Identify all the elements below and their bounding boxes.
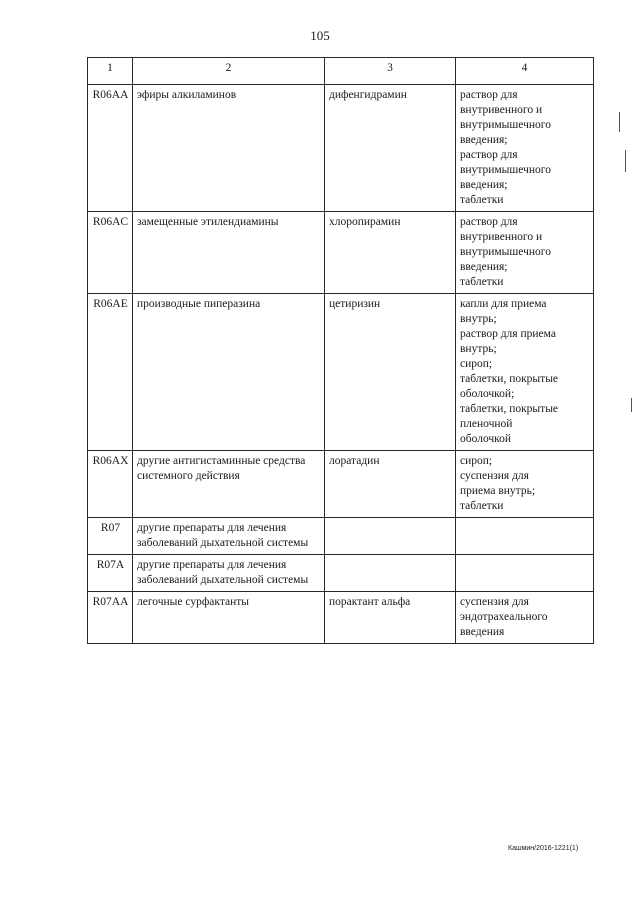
dosage-form-line: раствор для — [460, 216, 518, 228]
column-header-1: 1 — [88, 58, 133, 85]
dosage-form-line: таблетки, покрытые — [460, 403, 559, 415]
dosage-form-line: суспензия для — [460, 470, 529, 482]
drug-name-cell: порактант альфа — [325, 592, 456, 644]
drug-name-cell: хлоропирамин — [325, 212, 456, 294]
atc-code-cell: R07 — [88, 518, 133, 555]
atc-code-cell: R07AA — [88, 592, 133, 644]
dosage-forms-cell — [456, 294, 594, 451]
dosage-form-line: приема внутрь; — [460, 485, 536, 497]
scan-mark — [619, 112, 620, 132]
dosage-forms-cell — [456, 555, 594, 592]
group-cell: другие антигистаминные средства системного действия — [133, 451, 325, 518]
dosage-form-line: внутримышечного — [460, 119, 551, 131]
dosage-form-line: пленочной — [460, 418, 513, 430]
dosage-form-line: внутрь; — [460, 313, 497, 325]
dosage-form-line: оболочкой — [460, 433, 512, 445]
scan-mark — [625, 150, 626, 172]
group-cell: легочные сурфактанты — [133, 592, 325, 644]
dosage-form-line: раствор для приема — [460, 328, 556, 340]
dosage-form-line: внутривенного и — [460, 104, 543, 116]
drug-name-cell: дифенгидрамин — [325, 85, 456, 212]
drug-name-cell — [325, 518, 456, 555]
dosage-form-line: введения; — [460, 261, 508, 273]
dosage-form-line: таблетки — [460, 194, 504, 206]
group-cell: другие препараты для лечения заболеваний дыхательной системы — [133, 518, 325, 555]
dosage-form-line: таблетки, покрытые — [460, 373, 559, 385]
drug-name-cell — [325, 555, 456, 592]
dosage-form-line: оболочкой; — [460, 388, 515, 400]
dosage-forms-cell — [456, 85, 594, 212]
table-row — [88, 451, 594, 518]
dosage-forms-cell — [456, 451, 594, 518]
dosage-form-line: раствор для — [460, 149, 518, 161]
atc-code-cell: R06AA — [88, 85, 133, 212]
table-header-row — [88, 58, 594, 85]
table-row — [88, 555, 594, 592]
dosage-form-line: таблетки — [460, 276, 504, 288]
table-row — [88, 212, 594, 294]
dosage-forms-cell — [456, 212, 594, 294]
table-body — [88, 85, 594, 644]
table-row — [88, 592, 594, 644]
dosage-form-line: введения; — [460, 179, 508, 191]
dosage-forms-cell — [456, 518, 594, 555]
table-row — [88, 85, 594, 212]
column-header-2: 2 — [133, 58, 325, 85]
document-stamp: Кашмин/2016-1221(1) — [508, 845, 579, 852]
page-number: 105 — [310, 28, 330, 43]
atc-code-cell: R07A — [88, 555, 133, 592]
column-header-3: 3 — [325, 58, 456, 85]
atc-code-cell: R06AX — [88, 451, 133, 518]
dosage-form-line: таблетки — [460, 500, 504, 512]
table-row — [88, 518, 594, 555]
dosage-form-line: внутримышечного — [460, 164, 551, 176]
scan-mark — [631, 398, 632, 412]
group-cell: замещенные этилендиамины — [133, 212, 325, 294]
atc-code-cell: R06AE — [88, 294, 133, 451]
dosage-form-line: суспензия для — [460, 596, 529, 608]
drug-table — [87, 57, 594, 644]
drug-name-cell: лоратадин — [325, 451, 456, 518]
group-cell: другие препараты для лечения заболеваний дыхательной системы — [133, 555, 325, 592]
dosage-form-line: введения — [460, 626, 505, 638]
dosage-form-line: эндотрахеального — [460, 611, 548, 623]
dosage-form-line: внутривенного и — [460, 231, 543, 243]
dosage-form-line: сироп; — [460, 455, 493, 467]
dosage-forms-cell — [456, 592, 594, 644]
column-header-4: 4 — [456, 58, 594, 85]
dosage-form-line: капли для приема — [460, 298, 547, 310]
group-cell: производные пиперазина — [133, 294, 325, 451]
dosage-form-line: сироп; — [460, 358, 493, 370]
drug-name-cell: цетиризин — [325, 294, 456, 451]
dosage-form-line: внутрь; — [460, 343, 497, 355]
table-row — [88, 294, 594, 451]
dosage-form-line: раствор для — [460, 89, 518, 101]
dosage-form-line: внутримышечного — [460, 246, 551, 258]
dosage-form-line: введения; — [460, 134, 508, 146]
group-cell: эфиры алкиламинов — [133, 85, 325, 212]
atc-code-cell: R06AC — [88, 212, 133, 294]
